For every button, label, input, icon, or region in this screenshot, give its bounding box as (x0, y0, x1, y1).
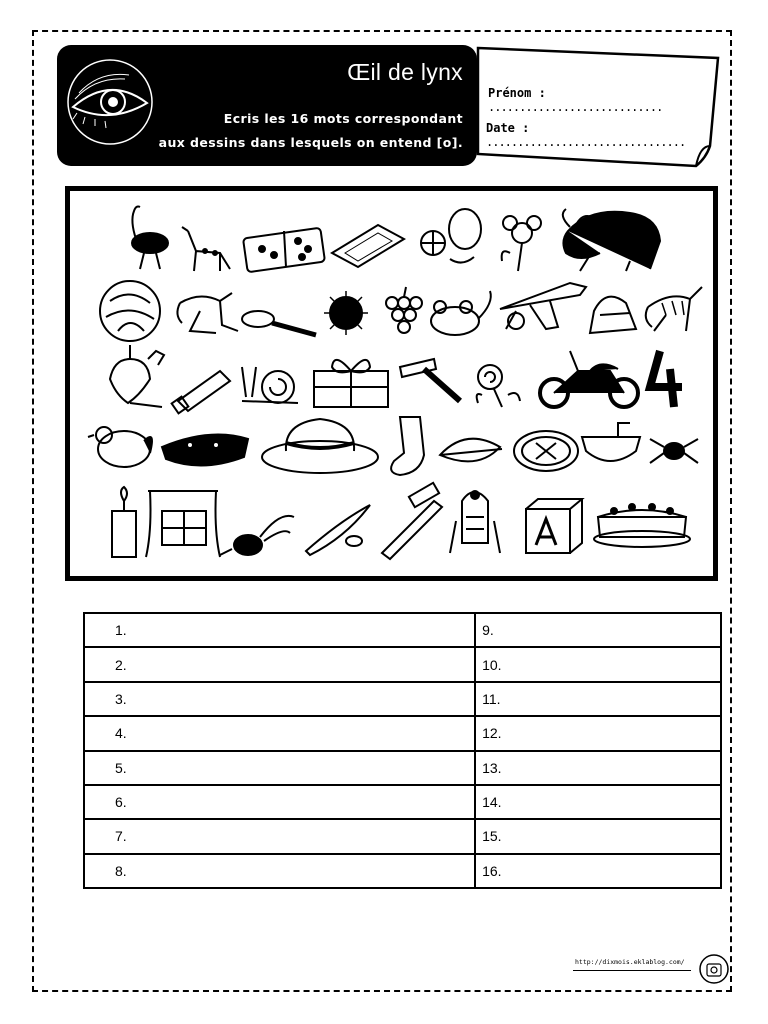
answer-cell-2[interactable]: 2. (84, 647, 475, 681)
spinning-top-icon (110, 345, 164, 407)
pictures-panel (65, 186, 718, 581)
domino-icon (243, 228, 325, 273)
snail-icon (242, 367, 298, 403)
ostrich-icon (132, 207, 168, 270)
magnifier-icon (242, 311, 316, 335)
table-row (84, 785, 721, 819)
table-row (84, 751, 721, 785)
hat-icon (262, 419, 378, 473)
rose-icon (477, 365, 520, 407)
answer-cell-4[interactable]: 4. (84, 716, 475, 750)
alphabet-block-icon (526, 499, 582, 553)
curtains-icon (146, 491, 220, 557)
pen-icon (382, 483, 442, 559)
number-four-icon (650, 351, 682, 407)
hammer-icon (400, 359, 460, 401)
table-row (84, 682, 721, 716)
lettuce-icon (100, 281, 160, 341)
button-icon (514, 431, 578, 471)
answer-cell-1[interactable]: 1. (84, 613, 475, 647)
radish-icon (220, 516, 294, 555)
table-row (84, 819, 721, 853)
date-dots: ................................ (486, 135, 686, 149)
eye-icon (65, 57, 155, 147)
author-logo-icon (697, 952, 731, 986)
giraffe-icon (182, 227, 230, 271)
footer-divider (573, 970, 691, 971)
instruction-line-2: aux dessins dans lesquels on entend [o]. (158, 135, 463, 150)
answer-cell-13[interactable]: 13. (475, 751, 721, 785)
rat-icon (431, 291, 491, 335)
lemon-icon (421, 209, 481, 263)
answer-cell-15[interactable]: 15. (475, 819, 721, 853)
motorcycle-icon (540, 351, 638, 407)
table-row (84, 854, 721, 888)
footer-url[interactable]: http://dixmois.eklablog.com/ (575, 958, 685, 966)
grapes-icon (386, 287, 422, 333)
answer-cell-16[interactable]: 16. (475, 854, 721, 888)
gift-icon (314, 360, 388, 407)
bean-pod-icon (306, 505, 370, 555)
leaf-icon (440, 439, 502, 462)
candle-icon (112, 487, 136, 557)
tube-icon (172, 371, 230, 413)
robot-icon (450, 491, 500, 553)
date-label: Date : (486, 121, 530, 135)
answer-cell-14[interactable]: 14. (475, 785, 721, 819)
bag-icon (590, 297, 636, 333)
answers-table (83, 612, 722, 889)
table-row (84, 716, 721, 750)
instruction-line-1: Ecris les 16 mots correspondant (223, 111, 463, 126)
cake-icon (594, 504, 690, 547)
sock-icon (391, 417, 424, 475)
answer-cell-6[interactable]: 6. (84, 785, 475, 819)
answer-cell-9[interactable]: 9. (475, 613, 721, 647)
table-row (84, 647, 721, 681)
title-banner (57, 45, 477, 166)
answer-cell-5[interactable]: 5. (84, 751, 475, 785)
hen-icon (88, 427, 152, 467)
prenom-dots: ............................ (488, 100, 663, 114)
answer-cell-8[interactable]: 8. (84, 854, 475, 888)
spider-icon (650, 439, 698, 463)
sea-urchin-icon (324, 291, 368, 335)
answer-cell-3[interactable]: 3. (84, 682, 475, 716)
flower-icon (502, 216, 541, 271)
rug-icon (332, 225, 404, 267)
table-row (84, 613, 721, 647)
answer-cell-7[interactable]: 7. (84, 819, 475, 853)
tiger-icon (646, 287, 702, 331)
airplane-icon (500, 283, 586, 329)
pizza-icon (162, 435, 248, 466)
name-date-card (474, 46, 722, 168)
page-title: Œil de lynx (347, 59, 463, 85)
kangaroo-icon (177, 293, 238, 333)
date-field[interactable] (486, 121, 722, 149)
answer-cell-10[interactable]: 10. (475, 647, 721, 681)
answer-cell-12[interactable]: 12. (475, 716, 721, 750)
answer-cell-11[interactable]: 11. (475, 682, 721, 716)
prenom-label: Prénom : (488, 86, 546, 100)
sink-icon (582, 423, 640, 461)
bull-icon (563, 209, 660, 271)
prenom-field[interactable] (488, 86, 722, 114)
